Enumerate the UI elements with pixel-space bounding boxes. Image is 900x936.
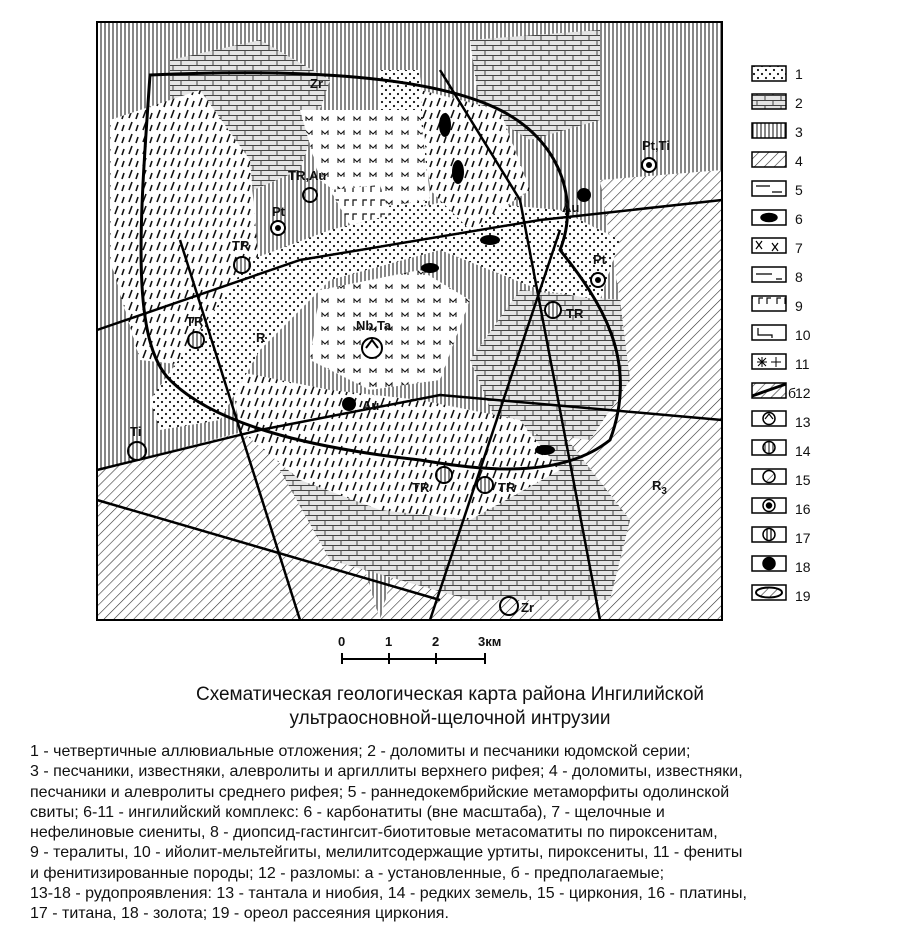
scale-bar xyxy=(338,634,501,664)
legend-number-19: 19 xyxy=(795,588,811,604)
legend-item-17 xyxy=(752,527,786,542)
legend-item-2 xyxy=(752,94,786,109)
legend-number-17: 17 xyxy=(795,530,811,546)
legend-item-16 xyxy=(752,498,786,513)
label-nb-ta: Nb,Ta xyxy=(356,318,392,333)
legend-number-15: 15 xyxy=(795,472,811,488)
carbonatite-4 xyxy=(421,263,439,273)
scale-tick-2: 2 xyxy=(432,634,440,649)
ti-marker xyxy=(128,442,146,460)
legend-number-2: 2 xyxy=(795,95,803,111)
legend-sub-a: б xyxy=(788,385,797,401)
legend-item-18 xyxy=(752,556,786,571)
legend-item-10 xyxy=(752,325,786,340)
label-tr-au: TR,Au xyxy=(288,168,327,183)
caption-line-1: Схематическая геологическая карта района Ингилийской xyxy=(195,684,705,705)
scale-tick-3: 3км xyxy=(478,634,502,649)
scale-tick-1: 1 xyxy=(385,634,393,649)
label-zr-bottom: Zr xyxy=(521,600,534,615)
legend-item-19 xyxy=(752,585,786,600)
description-line: и фенитизированные породы; 12 - разломы: а - установленные, б - предполагаемые; xyxy=(30,864,665,882)
legend-item-12 xyxy=(752,383,786,398)
legend-number-18: 18 xyxy=(795,559,811,575)
legend-number-7: 7 xyxy=(795,240,803,256)
label-tr-right: TR xyxy=(566,306,584,321)
legend-number-4: 4 xyxy=(795,153,803,169)
description-line: свиты; 6-11 - ингилийский комплекс: 6 - карбонатиты (вне масштаба), 7 - щелочные и xyxy=(30,803,665,821)
legend-item-15 xyxy=(752,469,786,484)
tr-1-marker xyxy=(234,257,250,273)
description-line: нефелиновые сиениты, 8 - диопсид-гастингсит-биотитовые метасоматиты по пироксенитам, xyxy=(30,824,718,842)
tr-right-marker xyxy=(545,302,561,318)
tr-2-marker xyxy=(188,332,204,348)
legend-item-3 xyxy=(752,123,786,138)
description-line: песчаники и алевролиты среднего рифея; 5 - раннедокембрийские метаморфиты одолинской xyxy=(30,783,730,801)
label-zr-top: Zr xyxy=(310,76,323,91)
description-line: 9 - тералиты, 10 - ийолит-мельтейгиты, мелилитсодержащие уртиты, пироксениты, 11 - фениты xyxy=(30,844,743,862)
label-au-center: Au xyxy=(362,398,380,413)
label-pt-right: Pt xyxy=(593,252,606,267)
carbonatite-1 xyxy=(439,113,451,137)
tr-au-marker xyxy=(303,188,317,202)
legend-number-10: 10 xyxy=(795,327,811,343)
au-center-marker xyxy=(342,397,356,411)
label-tr-2: TR xyxy=(186,314,204,329)
label-ti: Ti xyxy=(130,424,142,439)
legend-number-12: 12 xyxy=(795,385,811,401)
zr-bottom-marker xyxy=(500,597,518,615)
legend-item-9 xyxy=(752,296,786,311)
description-line: 13-18 - рудопроявления: 13 - тантала и ниобия, 14 - редких земель, 15 - циркония, 16 - платины, xyxy=(30,885,747,903)
caption-line-2: ультраосновной-щелочной интрузии xyxy=(289,708,611,729)
legend-number-8: 8 xyxy=(795,269,803,285)
label-r3: $R_3$ xyxy=(652,478,667,497)
description-line: 1 - четвертичные аллювиальные отложения; 2 - доломиты и песчаники юдомской серии; xyxy=(30,743,691,760)
carbonatite-2 xyxy=(452,160,464,184)
carbonatite-5 xyxy=(535,445,555,455)
carbonatite-3 xyxy=(480,235,500,245)
legend-numbers xyxy=(795,66,811,604)
map-body xyxy=(97,22,722,620)
label-pt-ti: Pt,Ti xyxy=(642,138,670,153)
legend-item-6 xyxy=(752,210,786,225)
legend-item-13 xyxy=(752,411,786,426)
legend-number-9: 9 xyxy=(795,298,803,314)
description-line: 17 - титана, 18 - золота; 19 - ореол рассеяния циркония. xyxy=(30,905,449,923)
legend xyxy=(752,66,786,600)
tr-bottom-2-marker xyxy=(477,477,493,493)
legend-item-14 xyxy=(752,440,786,455)
label-au-top: Au xyxy=(562,200,580,215)
legend-item-5 xyxy=(752,181,786,196)
legend-item-7 xyxy=(752,238,786,253)
legend-item-11 xyxy=(752,354,786,369)
legend-item-1 xyxy=(752,66,786,81)
legend-number-16: 16 xyxy=(795,501,811,517)
legend-item-4 xyxy=(752,152,786,167)
label-tr-1: TR xyxy=(232,238,250,253)
legend-number-3: 3 xyxy=(795,124,803,140)
legend-number-14: 14 xyxy=(795,443,811,459)
tr-bottom-1-marker xyxy=(436,467,452,483)
legend-number-11: 11 xyxy=(795,356,810,372)
label-r-small: R xyxy=(256,330,266,345)
legend-item-8 xyxy=(752,267,786,282)
legend-description xyxy=(30,742,890,925)
label-pt-left: Pt xyxy=(272,204,285,219)
legend-number-6: 6 xyxy=(795,211,803,227)
legend-number-13: 13 xyxy=(795,414,811,430)
label-tr-bottom-1: TR xyxy=(412,480,430,495)
legend-number-5: 5 xyxy=(795,182,803,198)
label-tr-bottom-2: TR xyxy=(498,480,516,495)
description-line: 3 - песчаники, известняки, алевролиты и аргиллиты верхнего рифея; 4 - доломиты, известняки, xyxy=(30,763,743,781)
map-caption xyxy=(0,683,900,731)
scale-tick-0: 0 xyxy=(338,634,346,649)
legend-number-1: 1 xyxy=(795,66,803,82)
